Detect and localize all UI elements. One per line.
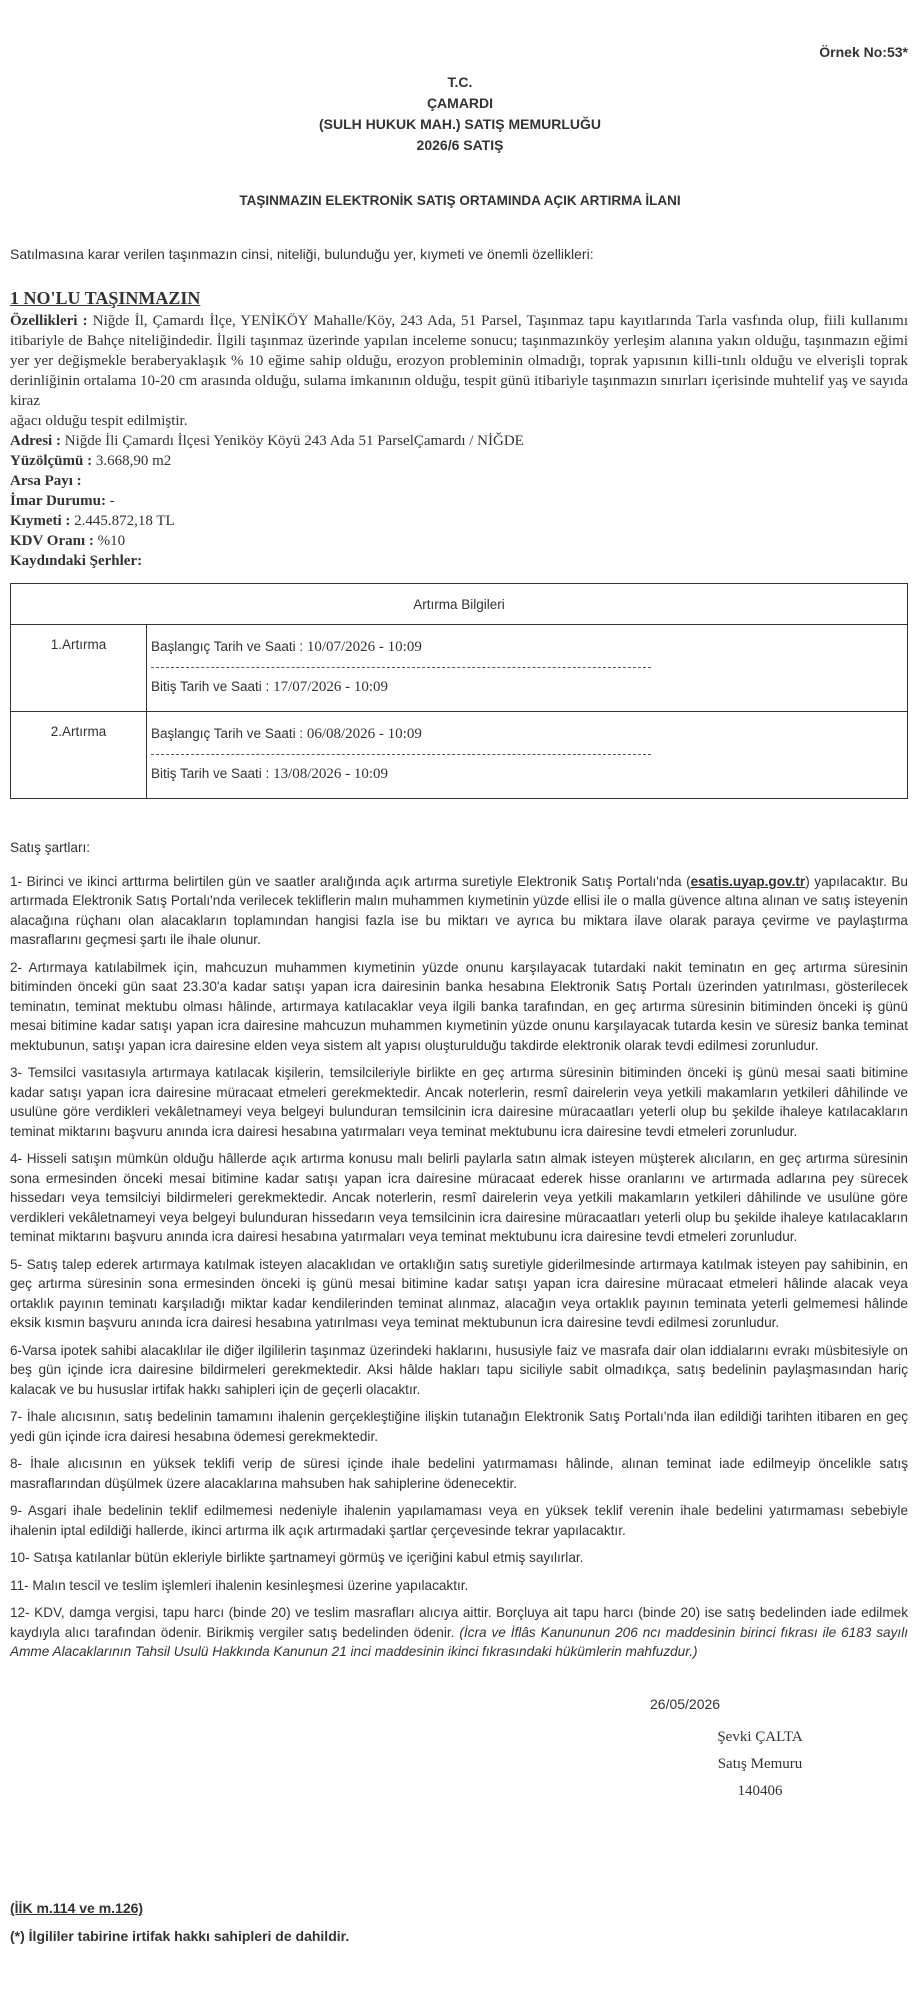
dashed-divider [151, 667, 651, 668]
end-date: 13/08/2026 - 10:09 [273, 766, 389, 782]
term-2: 2- Artırmaya katılabilmek için, mahcuzun muhammen kıymetinin yüzde onunu karşılayacak tutardaki nakit teminatın en geç artırma süresinin bitiminden önceki gün saat 23.30'a kadar satışı yapan icra dairesinin banka hesabına Elektronik Satış Portalı üzerinden yatırılması, gösterilecek teminatın, teminat mektubu olması hâlinde, artırmaya katılacaklar veya ilgili banka tarafından, en geç artırma süresinin bitiminden önceki iş günü mesai bitimine kadar satışı yapan icra dairesine mahcuzun muhammen kıymetinin yüzde onunu karşılayacak tutarda kesin ve süresiz banka teminat mektubunun, satışı yapan icra dairesine elden veya sistem alt yapısı oluşturulduğu takdirde elektronik olarak tevdi edilmesi zorunludur. [10, 959, 908, 1053]
property-section [10, 286, 908, 571]
signer-name: Şevki ÇALTA [717, 1729, 803, 1745]
intro-text: Satılmasına karar verilen taşınmazın cinsi, niteliği, bulunduğu yer, kıymeti ve önemli özellikleri: [10, 246, 594, 262]
zoning-value: - [105, 493, 115, 509]
property-annotations [10, 551, 908, 571]
property-value [10, 511, 908, 531]
start-line [151, 726, 907, 743]
features-label: Özellikleri : [10, 313, 88, 329]
property-vat [10, 531, 908, 551]
share-label: Arsa Payı : [10, 473, 82, 489]
round-label: 1.Artırma [11, 625, 147, 712]
term-12-italic-note: (İcra ve İflâs Kanununun 206 ncı maddesinin birinci fıkrası ile 6183 sayılı Amme Alacaklarının Tahsil Usulü Hakkında Kanunun 21 inci maddesinin ikinci fıkrasındaki hükümlerin mahfuzdur.) [10, 1624, 908, 1659]
footnote-asterisk: (*) İlgililer tabirine irtifak hakkı sahipleri de dahildir. [10, 1928, 350, 1944]
terms-title: Satış şartları: [10, 840, 91, 855]
term-1-text-b: ) yapılacaktır. Bu artırmada Elektronik Satış Portalı'nda verilecek tekliflerin malın muhammen kıymetinin yüzde ellisi ile o malla güvence altına alınan ve satış isteyenin alacağına rüçhanı olan alacakların toplamından hangisi fazla ise bu miktarı ve ayrıca bu miktara ilave olarak paraya çevirme ve paylaştırma masraflarını geçmesi şartı ile ihale olunur. [10, 873, 908, 947]
sale-terms [10, 838, 908, 1670]
announcement-title: TAŞINMAZIN ELEKTRONİK SATIŞ ORTAMINDA AÇIK ARTIRMA İLANI [239, 193, 681, 208]
vat-label: KDV Oranı : [10, 533, 94, 549]
end-line [151, 679, 907, 696]
term-6: 6-Varsa ipotek sahibi alacaklılar ile diğer ilgililerin taşınmaz üzerindeki haklarını, hususiyle faiz ve masrafa dair olan iddialarını evrakı müsbitesiyle on beş gün içinde icra dairesine bildirmeleri gerekmektedir. Aksi hâlde hakları tapu siciliyle sabit olmadıkça, satış bedelinin paylaşmasından hariç kalacak ve bu hususlar irtifak hakkı sahipleri için de geçerli olacaktır. [10, 1342, 908, 1397]
signature-block [680, 1724, 840, 1805]
term-8: 8- İhale alıcısının en yüksek teklifi verip de süresi içinde ihale bedelini yatırmaması hâlinde, alınan teminat iade edilmeyip öncelikle satış masraflarından düşülmek üzere alacaklarına mahsuben hak sahiplerine ödenecektir. [10, 1456, 908, 1491]
signer-title: Satış Memuru [717, 1756, 803, 1772]
property-heading: 1 NO'LU TAŞINMAZIN [10, 288, 201, 308]
start-label: Başlangıç Tarih ve Saati : [151, 639, 307, 654]
start-date: 06/08/2026 - 10:09 [306, 726, 422, 742]
term-10: 10- Satışa katılanlar bütün ekleriyle birlikte şartnameyi görmüş ve içeriğini kabul etmiş sayılırlar. [10, 1550, 584, 1565]
vat-value: %10 [93, 533, 126, 549]
end-label: Bitiş Tarih ve Saati : [151, 679, 274, 694]
term-1 [10, 872, 908, 950]
zoning-label: İmar Durumu: [10, 493, 106, 509]
value-amount: 2.445.872,18 TL [70, 513, 175, 529]
end-label: Bitiş Tarih ve Saati : [151, 766, 274, 781]
term-4: 4- Hisseli satışın mümkün olduğu hâllerde açık artırma konusu malı belirli paylarla satın almak isteyen müşterek alıcıların, en geç artırma süresinin sona ermesinden önceki mesai bitimine kadar satışı yapan icra dairesine müracaat ederek hisse oranlarını ve artırmada adlarına pey sürecek hissedarı veya temsilciyi bildirmeleri gerekmektedir. Ancak noterlerin, resmî dairelerin veya yetkili makamların yetkileri dâhilinde ve usulüne göre verdikleri vekâletnameyi veya belgeyi bulunduran hissedarın veya temsilcinin icra dairesine müracaatları yeterli olup bu şekilde ihaleye katılacakların teminat miktarını başvuru anında icra dairesi hesabına yatırmaları veya teminat mektubunu icra dairesine tevdi etmeleri zorunludur. [10, 1151, 908, 1244]
start-line [151, 639, 907, 656]
term-9: 9- Asgari ihale bedelinin teklif edilmemesi nedeniyle ihalenin yapılamaması veya en yüksek teklif verenin ihale bedelini yatırmaması sebebiyle ihalenin iptal edildiği hallerde, ikinci artırma ilk açık artırmadaki şartlar çerçevesinde tekrar yapılacaktır. [10, 1503, 908, 1538]
term-7: 7- İhale alıcısının, satış bedelinin tamamını ihalenin gerçekleştiğine ilişkin tutanağın Elektronik Satış Portalı'nda ilan edildiği tarihten itibaren en geç yedi gün içinde icra dairesi hesabına ödemesi gerekmektedir. [10, 1409, 908, 1444]
address-value: Niğde İli Çamardı İlçesi Yeniköy Köyü 243 Ada 51 ParselÇamardı / NİĞDE [60, 433, 524, 449]
auction-info-table [10, 583, 908, 799]
end-line [151, 766, 907, 783]
footnote-law-ref: (İİK m.114 ve m.126) [10, 1900, 144, 1916]
address-label: Adresi : [10, 433, 61, 449]
term-12 [10, 1603, 908, 1662]
table-row [11, 712, 908, 799]
term-3: 3- Temsilci vasıtasıyla artırmaya katılacak kişilerin, temsilcileriyle birlikte en geç artırma süresinin bitiminden önceki iş günü mesai saati bitimine kadar satışı yapan icra dairesine müracaat etmeleri gerekmektedir. Ancak noterlerin, resmî dairelerin veya yetkili makamların yetkileri dâhilinde ve usulüne göre verdikleri vekâletnameyi veya belgeyi bulunduran temsilcinin icra dairesine müracaatları yeterli olup bu şekilde ihaleye katılacakların teminat miktarını başvuru anında icra dairesi hesabına yatırmaları veya teminat mektubunu icra dairesine tevdi etmeleri zorunludur. [10, 1065, 908, 1139]
property-features-cont: ağacı olduğu tespit edilmiştir. [10, 413, 188, 429]
annotations-label: Kaydındaki Şerhler: [10, 553, 143, 569]
start-date: 10/07/2026 - 10:09 [306, 639, 422, 655]
term-12-text: 12- KDV, damga vergisi, tapu harcı (binde 20) ve teslim masrafları alıcıya aittir. Borçluya ait tapu harcı (binde 20) ise satış bedelinden iade edilmek kaydıyla alıcı tarafından ödenir. Birikmiş vergiler satış bedelinden ödenir. [10, 1605, 908, 1640]
property-address [10, 431, 908, 451]
property-features [10, 311, 908, 411]
header-office: (SULH HUKUK MAH.) SATIŞ MEMURLUĞU [318, 116, 602, 132]
document-header [0, 72, 920, 156]
dashed-divider [151, 754, 651, 755]
property-zoning [10, 491, 908, 511]
term-5: 5- Satış talep ederek artırmaya katılmak isteyen alacaklıdan ve ortaklığın satış suretiyle giderilmesinde artırmaya katılmak isteyen pay sahibinin, en geç artırma süresinin sona ermesinden önceki iş günü mesai bitimine kadar satışı yapan icra dairesine müracaat etmeleri hâlinde alacak veya ortaklık payının teminatı karşıladığı miktar kadar kendilerinden teminat alınmaz, alacağın veya ortaklık payının teminata yeterli gelmemesi hâlinde eksik kısmın başvuru anında icra dairesi hesabına yatırılması veya teminat mektubunun icra dairesine tevdi edilmesi zorunludur. [10, 1256, 908, 1330]
term-1-text-a: 1- Birinci ve ikinci arttırma belirtilen gün ve saatler aralığında açık artırma suretiyle Elektronik Satış Portalı'nda ( [10, 873, 691, 889]
table-header-row [11, 584, 908, 625]
area-value: 3.668,90 m2 [92, 453, 172, 469]
term-11: 11- Malın tescil ve teslim işlemleri ihalenin kesinleşmesi üzerine yapılacaktır. [10, 1577, 469, 1593]
start-label: Başlangıç Tarih ve Saati : [151, 726, 307, 741]
round-label: 2.Artırma [11, 712, 147, 799]
document-date: 26/05/2026 [650, 1696, 721, 1712]
esatis-link[interactable]: esatis.uyap.gov.tr [690, 873, 806, 889]
features-value: Niğde İl, Çamardı İlçe, YENİKÖY Mahalle/Köy, 243 Ada, 51 Parsel, Taşınmaz tapu kayıtlarında Tarla vasfında olup, fiili kullanımı itibariyle de Bahçe niteliğindedir. İlgili taşınmaz üzerinde yapılan inceleme sonucu; taşınmazınköy yerleşim alanına yakın olduğu, taşınmazın eğimi yer yer değişmekle beraberyaklaşık % 10 eğime sahip olduğu, erozyon probleminin olmadığı, toprak yapısının killi-tınlı olduğu ve elverişli toprak derinliğinin ortalama 10-20 cm arasında olduğu, sulama imkanının olduğu, tespit günü itibariyle taşınmazın sınırları içerisinde muhtelif yaş ve sayıda kiraz [10, 313, 908, 409]
header-tc: T.C. [447, 74, 473, 90]
header-file-number: 2026/6 SATIŞ [416, 137, 504, 153]
header-district: ÇAMARDI [426, 95, 494, 111]
property-area [10, 451, 908, 471]
auction-info-header: Artırma Bilgileri [11, 584, 908, 625]
end-date: 17/07/2026 - 10:09 [273, 679, 389, 695]
area-label: Yüzölçümü : [10, 453, 93, 469]
signer-number: 140406 [737, 1783, 783, 1799]
value-label: Kıymeti : [10, 513, 71, 529]
round-dates [147, 625, 908, 712]
property-share [10, 471, 908, 491]
round-dates [147, 712, 908, 799]
table-row [11, 625, 908, 712]
sample-number: Örnek No:53* [819, 44, 908, 60]
